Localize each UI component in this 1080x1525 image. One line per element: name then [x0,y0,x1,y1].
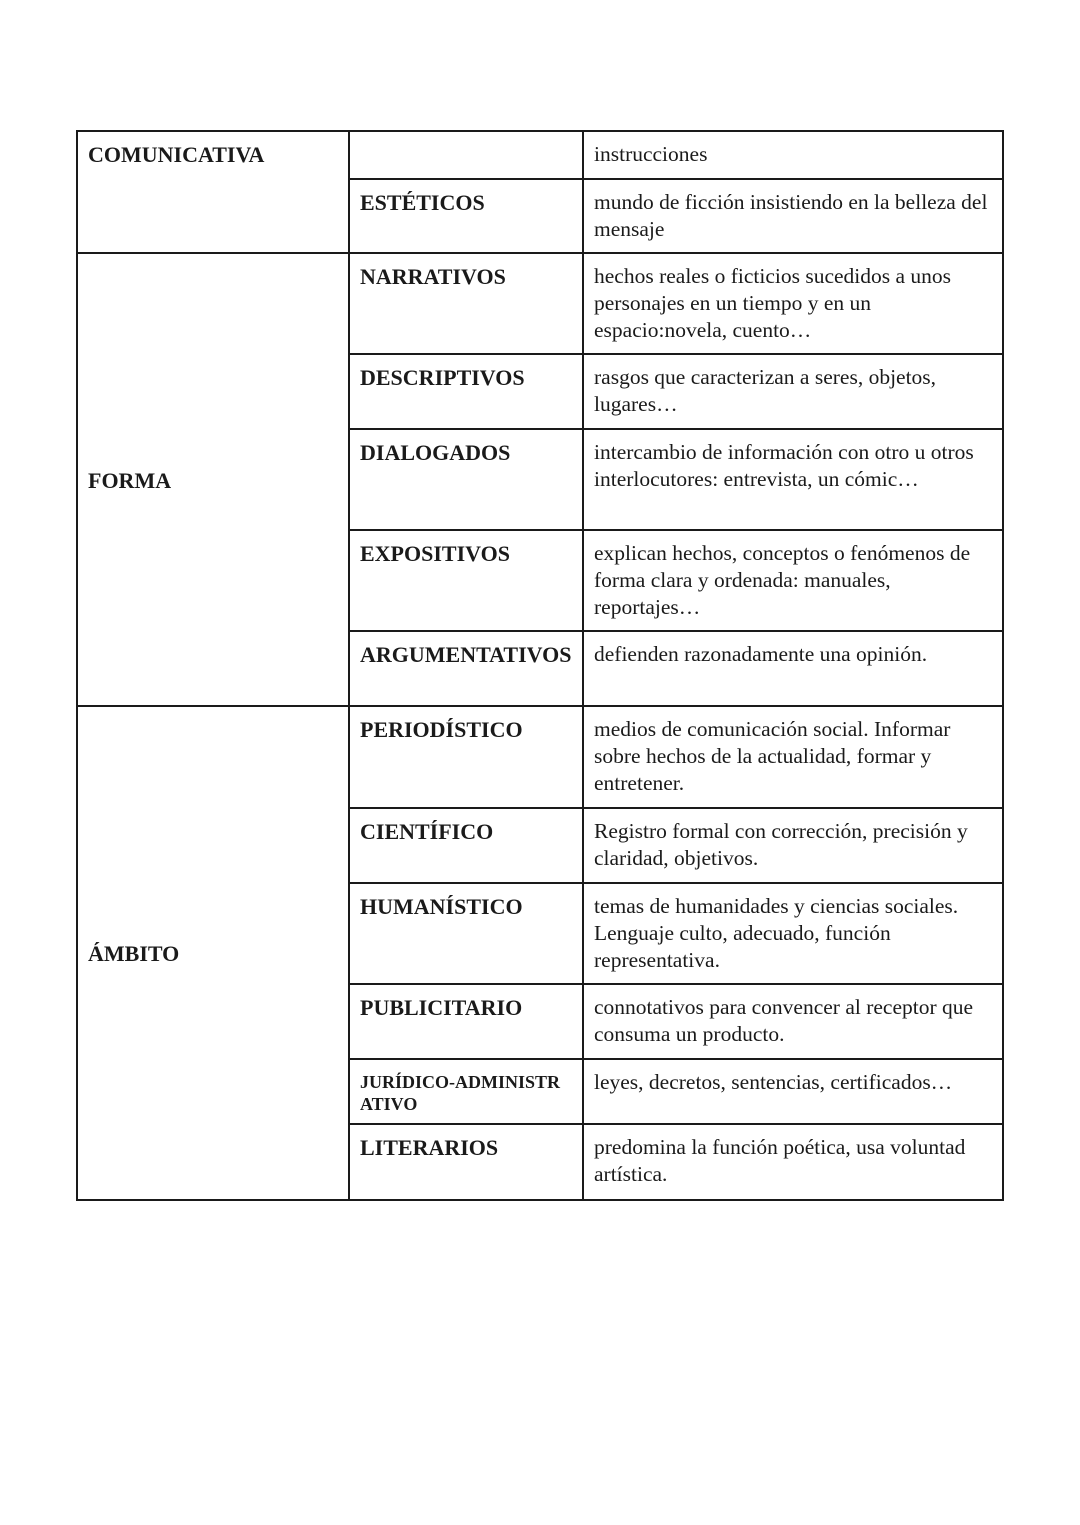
table-row [77,131,1003,179]
description-cell: Registro formal con corrección, precisión y claridad, objetivos. [583,808,1003,883]
text-types-table [76,130,1004,1201]
description-cell: temas de humanidades y ciencias sociales. Lenguaje culto, adecuado, función representativa. [583,883,1003,984]
description-cell: connotativos para convencer al receptor que consuma un producto. [583,984,1003,1059]
description-cell: medios de comunicación social. Informar sobre hechos de la actualidad, formar y entretener. [583,706,1003,808]
description-cell: intercambio de información con otro u otros interlocutores: entrevista, un cómic… [583,429,1003,530]
description-cell: leyes, decretos, sentencias, certificados… [583,1059,1003,1124]
description-cell: explican hechos, conceptos o fenómenos de forma clara y ordenada: manuales, reportajes… [583,530,1003,631]
type-cell: JURÍDICO-ADMINISTRATIVO [349,1059,583,1124]
description-cell: predomina la función poética, usa voluntad artística. [583,1124,1003,1200]
type-cell: NARRATIVOS [349,253,583,354]
category-comunicativa: COMUNICATIVA [77,131,349,253]
category-ambito: ÁMBITO [77,706,349,1200]
category-forma: FORMA [77,253,349,706]
table-row [77,706,1003,808]
type-cell: ESTÉTICOS [349,179,583,253]
type-cell: DIALOGADOS [349,429,583,530]
description-cell: defienden razonadamente una opinión. [583,631,1003,706]
type-cell: PUBLICITARIO [349,984,583,1059]
type-cell [349,131,583,179]
description-cell: rasgos que caracterizan a seres, objetos, lugares… [583,354,1003,429]
type-cell: ARGUMENTATIVOS [349,631,583,706]
table-row [77,253,1003,354]
description-cell: instrucciones [583,131,1003,179]
type-cell: EXPOSITIVOS [349,530,583,631]
type-cell: PERIODÍSTICO [349,706,583,808]
type-cell: HUMANÍSTICO [349,883,583,984]
description-cell: mundo de ficción insistiendo en la belleza del mensaje [583,179,1003,253]
description-cell: hechos reales o ficticios sucedidos a unos personajes en un tiempo y en un espacio:novela, cuento… [583,253,1003,354]
type-cell: LITERARIOS [349,1124,583,1200]
type-cell: DESCRIPTIVOS [349,354,583,429]
type-cell: CIENTÍFICO [349,808,583,883]
